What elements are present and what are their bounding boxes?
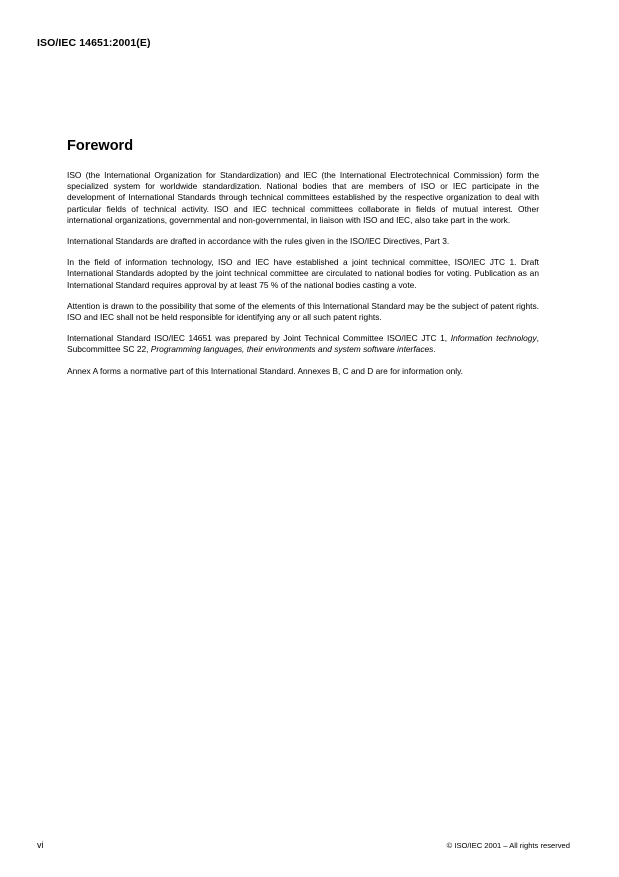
copyright-notice: © ISO/IEC 2001 – All rights reserved xyxy=(446,841,570,850)
foreword-section xyxy=(67,137,539,387)
paragraph-patent-rights: Attention is drawn to the possibility that some of the elements of this International Standard may be the subject of patent rights. ISO and IEC shall not be held responsible for identifying any or all such patent rights. xyxy=(67,300,539,323)
preparation-lead: International Standard ISO/IEC 14651 was prepared by Joint Technical Committee ISO/IEC JTC 1, xyxy=(67,333,451,344)
paragraph-annexes: Annex A forms a normative part of this International Standard. Annexes B, C and D are for information only. xyxy=(67,365,464,376)
document-id: ISO/IEC 14651:2001(E) xyxy=(37,37,151,49)
paragraph-preparation xyxy=(67,333,539,355)
page-number: vi xyxy=(37,840,44,850)
committee-name: Information technology xyxy=(450,333,537,344)
preparation-end: . xyxy=(433,344,436,355)
preparation-mid: , Subcommittee SC 22, xyxy=(67,333,539,355)
paragraph-directives: International Standards are drafted in accordance with the rules given in the ISO/IEC Directives, Part 3. xyxy=(67,236,450,247)
paragraph-jtc1: In the field of information technology, ISO and IEC have established a joint technical committee, ISO/IEC JTC 1. Draft International Standards adopted by the joint technical committee are circulated to national bodies for voting. Publication as an International Standard requires approval by at least 75 % of the national bodies casting a vote. xyxy=(67,257,539,290)
page-title: Foreword xyxy=(67,138,134,154)
subcommittee-name: Programming languages, their environments and system software interfaces xyxy=(150,344,434,355)
paragraph-iso-iec-intro: ISO (the International Organization for Standardization) and IEC (the International Electrotechnical Commission) form the specialized system for worldwide standardization. National bodies that are members of ISO or IEC participate in the development of International Standards through technical committees established by the respective organization to deal with particular fields of technical activity. ISO and IEC technical committees collaborate in fields of mutual interest. Other international organizations, governmental and non-governmental, in liaison with ISO and IEC, also take part in the work. xyxy=(67,170,539,225)
